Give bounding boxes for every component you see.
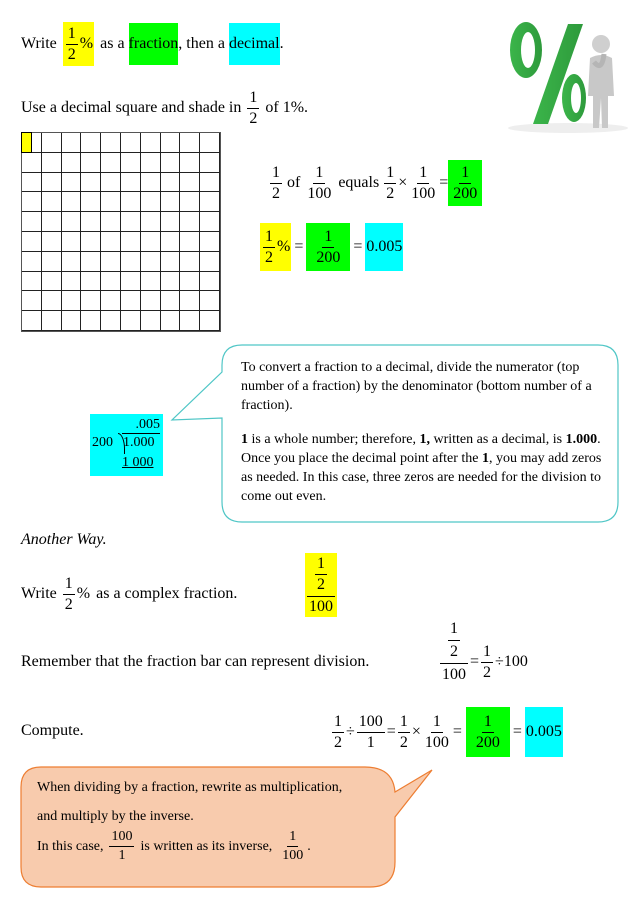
equals-sign: = <box>470 653 480 670</box>
denominator: 2 <box>265 248 273 266</box>
instruction-tail: of 1%. <box>265 99 309 116</box>
bold-one-point-zero: 1.000 <box>565 432 598 447</box>
grid-cell <box>161 291 181 311</box>
grid-cell <box>42 291 62 311</box>
grid-cell <box>161 232 181 252</box>
grid-cell <box>101 153 121 173</box>
bold-one-comma: 1, <box>419 432 430 447</box>
grid-cell <box>42 133 62 153</box>
numerator: 1 <box>431 714 443 733</box>
denominator: 2 <box>64 595 73 613</box>
grid-cell <box>200 173 220 193</box>
fraction <box>332 714 344 751</box>
numerator: 1 <box>322 229 334 248</box>
grid-cell <box>141 173 161 193</box>
grid-cell <box>22 232 42 252</box>
grid-cell <box>121 272 141 292</box>
grid-cell <box>101 252 121 272</box>
compute-equation <box>330 708 563 756</box>
problem-statement <box>21 22 284 66</box>
instruction-tail: as a complex fraction. <box>96 585 238 602</box>
grid-cell <box>161 252 181 272</box>
grid-cell <box>42 153 62 173</box>
grid-cell <box>101 192 121 212</box>
grid-cell <box>141 133 161 153</box>
grid-cell <box>121 133 141 153</box>
period: . <box>307 838 311 854</box>
decimal-word-highlight: decimal <box>229 23 280 65</box>
numerator: 1 <box>332 714 344 733</box>
callout-line-2: and multiply by the inverse. <box>37 809 194 824</box>
as-a-text: as a <box>100 35 125 52</box>
grid-cell <box>42 212 62 232</box>
write-label: Write <box>21 35 57 52</box>
equals-sign: = <box>386 723 396 740</box>
grid-cell <box>81 291 101 311</box>
decimal-highlight: 0.005 <box>525 707 563 757</box>
long-division-box <box>90 414 163 476</box>
fraction <box>451 165 479 202</box>
grid-cell <box>180 173 200 193</box>
orange-callout <box>37 779 397 863</box>
fraction-highlight <box>306 223 350 271</box>
denominator: 100 <box>424 733 449 751</box>
grid-cell <box>62 252 82 272</box>
grid-cell <box>200 212 220 232</box>
denominator: 200 <box>453 184 478 202</box>
grid-cell <box>161 272 181 292</box>
numerator: 1 <box>481 644 493 663</box>
grid-cell <box>22 153 42 173</box>
write-label: Write <box>21 585 57 602</box>
denominator: 200 <box>316 248 341 266</box>
numerator: 1 <box>63 576 75 595</box>
denominator: 100 <box>282 848 304 863</box>
equals-sign: = <box>452 723 462 740</box>
teal-callout <box>241 358 613 506</box>
grid-cell <box>161 311 181 331</box>
grid-cell <box>81 192 101 212</box>
half-fraction <box>63 576 75 613</box>
numerator: 1 <box>270 165 282 184</box>
fraction-word-highlight: fraction <box>129 23 179 65</box>
text-span: , you may add zeros as needed. In this case, three zeros are needed for the division to come out even. <box>241 451 602 504</box>
grid-cell <box>81 311 101 331</box>
grid-cell <box>62 133 82 153</box>
shade-instruction <box>21 86 308 130</box>
denominator: 2 <box>399 733 408 751</box>
denominator: 1 <box>118 848 126 863</box>
equals-sign: = <box>512 723 522 740</box>
text-span: In this case, <box>37 838 104 854</box>
numerator: 1 <box>313 165 325 184</box>
grid-cell <box>22 291 42 311</box>
grid-cell <box>141 311 161 331</box>
grid-cell <box>42 252 62 272</box>
fraction <box>398 714 410 751</box>
grid-cell <box>121 212 141 232</box>
complex-fraction <box>439 621 469 683</box>
grid-cell <box>81 252 101 272</box>
grid-cell <box>81 133 101 153</box>
grid-cell <box>62 192 82 212</box>
grid-cell <box>121 291 141 311</box>
grid-cell <box>42 192 62 212</box>
grid-cell <box>180 133 200 153</box>
bottom: 100 <box>309 598 333 615</box>
grid-cell <box>62 291 82 311</box>
callout-paragraph-2 <box>241 430 613 506</box>
numerator: 100 <box>357 714 385 733</box>
grid-cell <box>180 272 200 292</box>
grid-cell <box>22 311 42 331</box>
grid-cell <box>81 212 101 232</box>
grid-cell <box>180 311 200 331</box>
denominator: 200 <box>475 733 500 751</box>
divide-by-hundred: ÷100 <box>495 653 528 670</box>
grid-cell <box>141 291 161 311</box>
half-fraction <box>247 90 259 127</box>
grid-cell <box>200 272 220 292</box>
grid-cell <box>22 173 42 193</box>
divisor: 200 <box>92 435 113 450</box>
equation-half-of-hundredth <box>268 160 482 206</box>
decimal-highlight: 0.005 <box>365 223 403 271</box>
numerator: 1 <box>317 555 325 572</box>
grid-cell <box>121 311 141 331</box>
grid-cell <box>161 133 181 153</box>
grid-cell <box>101 133 121 153</box>
then-a-text: , then a <box>178 35 225 52</box>
callout-line-3 <box>37 830 397 863</box>
grid-cell <box>121 153 141 173</box>
another-way-heading: Another Way. <box>21 531 107 548</box>
grid-cell <box>101 212 121 232</box>
denominator: 2 <box>249 109 258 127</box>
fraction <box>305 165 333 202</box>
percent-thinker-image <box>498 6 636 134</box>
numerator: 1 <box>287 830 298 847</box>
grid-cell <box>62 232 82 252</box>
grid-cell <box>101 272 121 292</box>
numerator: 100 <box>109 830 134 847</box>
grid-cell <box>141 272 161 292</box>
denominator: 100 <box>307 184 332 202</box>
grid-cell <box>161 173 181 193</box>
equals-sign: = <box>439 174 449 191</box>
grid-cell <box>180 153 200 173</box>
inner-fraction-bar <box>315 574 327 575</box>
fraction <box>263 229 275 266</box>
grid-cell <box>81 232 101 252</box>
grid-cell <box>200 252 220 272</box>
grid-cell <box>121 232 141 252</box>
grid-cell <box>101 173 121 193</box>
division-expression <box>470 640 528 684</box>
grid-cell <box>180 212 200 232</box>
grid-cell <box>22 252 42 272</box>
grid-cell <box>121 192 141 212</box>
numerator: 1 <box>459 165 471 184</box>
times-sign: × <box>398 174 408 191</box>
numerator: 1 <box>384 165 396 184</box>
grid-cell <box>42 272 62 292</box>
denominator: 1 <box>366 733 375 751</box>
grid-cell <box>81 153 101 173</box>
divide-sign: ÷ <box>346 723 355 740</box>
grid-cell <box>180 252 200 272</box>
equation-half-percent <box>260 224 403 270</box>
grid-cell <box>62 272 82 292</box>
percent-sign: % <box>76 585 91 602</box>
grid-cell <box>200 291 220 311</box>
result-highlight <box>448 160 482 206</box>
denominator: 2 <box>317 576 325 593</box>
grid-cell <box>62 153 82 173</box>
text-span: is a whole number; therefore, <box>248 432 420 447</box>
bold-one: 1 <box>482 451 490 466</box>
grid-cell-shaded <box>22 133 42 153</box>
fraction <box>384 165 396 202</box>
grid-cell <box>141 212 161 232</box>
grid-cell <box>161 153 181 173</box>
fraction <box>409 165 437 202</box>
half-percent-highlight <box>260 223 291 271</box>
inner-fraction-bar <box>448 640 460 641</box>
grid-cell <box>62 173 82 193</box>
fraction <box>280 830 305 863</box>
numerator: 1 <box>247 90 259 109</box>
grid-cell <box>200 153 220 173</box>
numerator: 1 <box>482 714 494 733</box>
grid-cell <box>141 192 161 212</box>
grid-cell <box>180 291 200 311</box>
percent-sign: % <box>277 238 291 255</box>
main-fraction-bar <box>307 596 335 597</box>
grid-cell <box>101 311 121 331</box>
denominator: 2 <box>450 643 458 660</box>
grid-cell <box>101 291 121 311</box>
percent-sign: % <box>79 35 94 52</box>
grid-cell <box>22 192 42 212</box>
numerator: 1 <box>66 26 78 45</box>
complex-fraction-highlight <box>305 553 337 617</box>
compute-label: Compute. <box>21 722 84 739</box>
numerator: 1 <box>417 165 429 184</box>
denominator: 2 <box>67 45 76 63</box>
grid-cell <box>101 232 121 252</box>
grid-cell <box>81 173 101 193</box>
grid-cell <box>200 133 220 153</box>
numerator: 1 <box>450 620 458 637</box>
product: 1 000 <box>122 455 154 470</box>
result-fraction-highlight <box>466 707 510 757</box>
grid-cell <box>42 232 62 252</box>
decimal-square-grid <box>21 132 221 332</box>
callout-paragraph-1: To convert a fraction to a decimal, divide the numerator (top number of a fraction) by the denominator (bottom number of a fraction). <box>241 360 592 413</box>
grid-cell <box>141 153 161 173</box>
fraction <box>474 714 502 751</box>
dividend: 1.000 <box>123 435 155 450</box>
numerator: 1 <box>263 229 275 248</box>
fraction <box>270 165 282 202</box>
fraction <box>109 830 134 863</box>
fraction <box>357 714 385 751</box>
half-fraction <box>66 26 78 63</box>
text-span: . Once you place the decimal point after the <box>241 432 601 466</box>
times-sign: × <box>411 723 421 740</box>
denominator: 2 <box>334 733 342 751</box>
period: . <box>279 35 284 52</box>
grid-cell <box>22 272 42 292</box>
grid-cell <box>200 232 220 252</box>
grid-cell <box>121 252 141 272</box>
grid-cell <box>161 192 181 212</box>
complex-fraction-instruction <box>21 572 237 616</box>
grid-cell <box>42 173 62 193</box>
text-span: is written as its inverse, <box>140 838 273 854</box>
grid-cell <box>180 192 200 212</box>
instruction-text: Use a decimal square and shade in <box>21 99 242 116</box>
text-span: written as a decimal, is <box>429 432 566 447</box>
half-percent-highlight <box>63 22 94 66</box>
fraction <box>423 714 451 751</box>
denominator: 100 <box>411 184 436 202</box>
bold-one: 1 <box>241 432 248 447</box>
grid-cell <box>141 252 161 272</box>
of-text: of <box>287 174 301 191</box>
numerator: 1 <box>398 714 410 733</box>
denominator: 2 <box>483 663 492 681</box>
grid-cell <box>62 212 82 232</box>
fraction <box>314 229 342 266</box>
equals-word: equals <box>338 174 380 191</box>
remember-text: Remember that the fraction bar can represent division. <box>21 653 370 670</box>
grid-cell <box>200 192 220 212</box>
quotient: .005 <box>135 417 160 432</box>
equals-sign: = <box>353 238 363 255</box>
grid-cell <box>81 272 101 292</box>
bottom: 100 <box>442 666 466 683</box>
fraction <box>481 644 493 681</box>
grid-cell <box>200 311 220 331</box>
denominator: 2 <box>272 184 280 202</box>
grid-cell <box>42 311 62 331</box>
denominator: 2 <box>386 184 395 202</box>
equals-sign: = <box>294 238 304 255</box>
main-fraction-bar <box>440 663 468 664</box>
grid-cell <box>180 232 200 252</box>
grid-cell <box>141 232 161 252</box>
callout-line-1: When dividing by a fraction, rewrite as multiplication, <box>37 780 343 795</box>
grid-cell <box>121 173 141 193</box>
grid-cell <box>22 212 42 232</box>
grid-cell <box>161 212 181 232</box>
grid-cell <box>62 311 82 331</box>
